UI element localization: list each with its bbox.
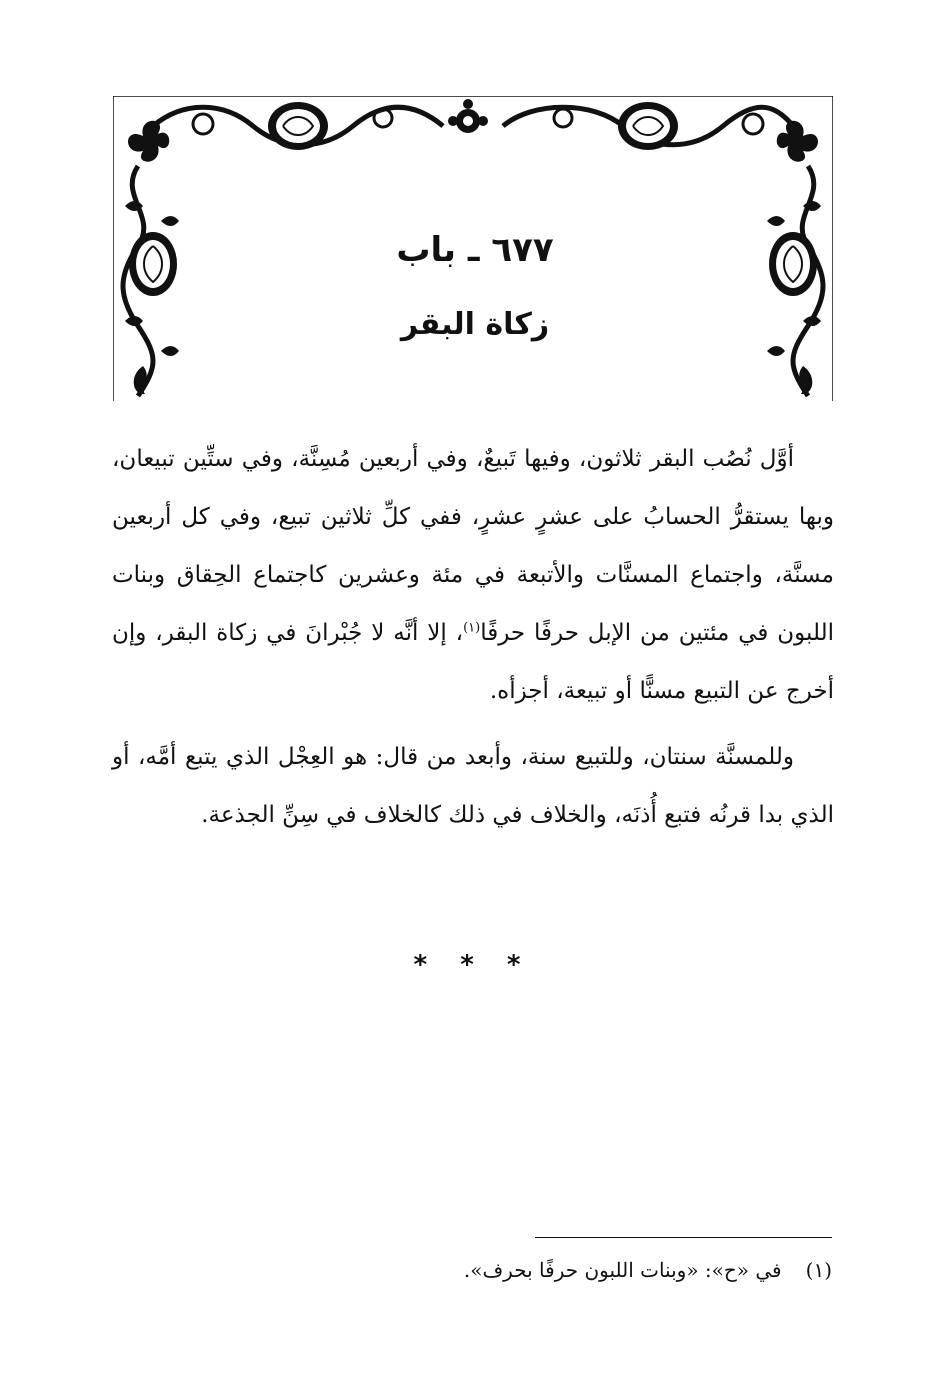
paragraph-1-text-cont: ، إلا أنَّه لا جُبْرانَ في زكاة البقر، وإن أخرج عن التبيع مسنًّا أو تبيعة، أجزأه.	[112, 620, 834, 704]
section-separator: * * *	[413, 950, 533, 980]
footnote-divider	[535, 1237, 832, 1238]
footnote	[300, 1252, 832, 1288]
paragraph-1	[112, 430, 834, 720]
body-text	[112, 430, 834, 844]
paragraph-1-text: أوَّل نُصُب البقر ثلاثون، وفيها تَبيعٌ، وفي أربعين مُسِنَّة، وفي ستِّين تبيعان، وبها يستقرُّ الحسابُ على عشرٍ عشرٍ، ففي كلِّ ثلاثين تبيع، وفي كل أربعين مسنَّة، واجتماع المسنَّات والأتبعة في مئة وعشرين كاجتماع الحِقاق وبنات اللبون في مئتين من الإبل حرفًا حرفًا	[112, 446, 834, 646]
paragraph-2: وللمسنَّة سنتان، وللتبيع سنة، وأبعد من قال: هو العِجْل الذي يتبع أمَّه، أو الذي بدا قرنُه فتبع أُذنَه، والخلاف في ذلك كالخلاف في سِنِّ الجذعة.	[112, 744, 834, 828]
chapter-number-heading: ٦٧٧ ـ باب	[396, 230, 554, 270]
footnote-text: في «ح»: «وبنات اللبون حرفًا بحرف».	[463, 1258, 782, 1282]
footnote-reference: (١)	[463, 620, 481, 636]
chapter-title: زكاة البقر	[400, 307, 550, 342]
footnote-number: (١)	[805, 1258, 832, 1282]
